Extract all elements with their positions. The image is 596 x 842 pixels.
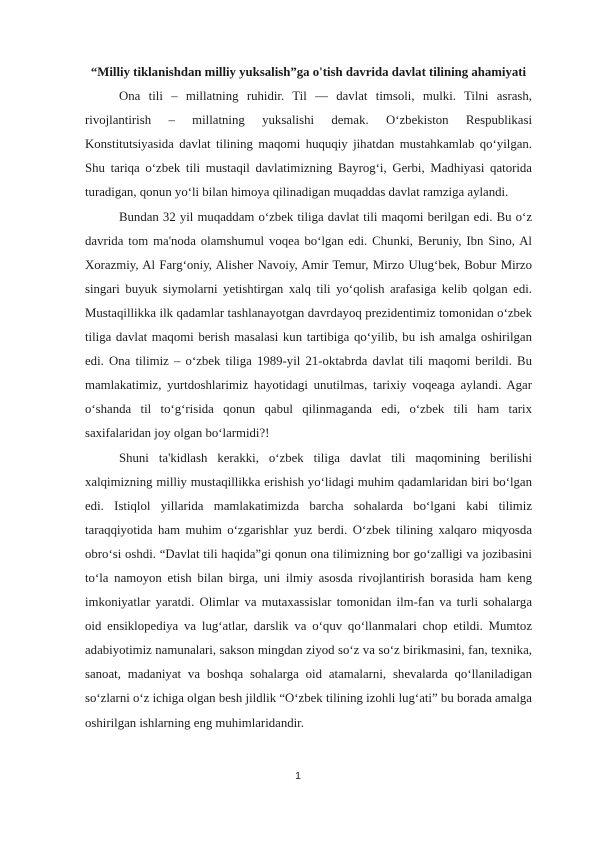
paragraph-2: Bundan 32 yil muqaddam o‘zbek tiliga davlat tili maqomi berilgan edi. Bu o‘z davrida tom ma'noda olamshumul voqea bo‘lgan edi. Chunki, Beruniy, Ibn Sino, Al Xorazmiy, Al Farg‘oniy, Alisher Navoiy, Amir Temur, Mirzo Ulug‘bek, Bobur Mirzo singari buyuk siymolarni yetishtirgan xalq tili yo‘qolish arafasiga kelib qolgan edi. Mustaqillikka ilk qadamlar tashlanayotgan davrdayoq prezidentimiz tomonidan o‘zbek tiliga davlat maqomi berish masalasi kun tartibiga qo‘yilib, bu ish amalga oshirilgan edi. Ona tilimiz – o‘zbek tiliga 1989-yil 21-oktabrda davlat tili maqomi berildi. Bu mamlakatimiz, yurtdoshlarimiz hayotidagi unutilmas, tarixiy voqeaga aylandi. Agar o‘shanda til to‘g‘risida qonun qabul qilinmaganda edi, o‘zbek tili ham tarix saxifalaridan joy olgan bo‘larmidi?! <box>85 209 532 441</box>
paragraph-3: Shuni ta'kidlash kerakki, o‘zbek tiliga davlat tili maqomining berilishi xalqimizning milliy mustaqillikka erishish yo‘lidagi muhim qadamlaridan biri bo‘lgan edi. Istiqlol yillarida mamlakatimizda barcha sohalarda bo‘lgani kabi tilimiz taraqqiyotida ham muhim o‘zgarishlar yuz berdi. O‘zbek tilining xalqaro miqyosda obro‘si oshdi. “Davlat tili haqida”gi qonun ona tilimizning bor go‘zalligi va jozibasini to‘la namoyon etish bilan birga, uni ilmiy asosda rivojlantirish borasida ham keng imkoniyatlar yaratdi. Olimlar va mutaxassislar tomonidan ilm-fan va turli sohalarga oid ensiklopediya va lug‘atlar, darslik va o‘quv qo‘llanmalari chop etildi. Mumtoz adabiyotimiz namunalari, sakson mingdan ziyod so‘z va so‘z birikmasini, fan, texnika, sanoat, madaniyat va boshqa sohalarga oid atamalarni, shevalarda qo‘llaniladigan so‘zlarni o‘z ichiga olgan besh jildlik “O‘zbek tilining izohli lug‘ati” bu borada amalga oshirilgan ishlarning eng muhimlaridandir. <box>85 450 532 730</box>
document-body <box>85 60 532 735</box>
page-number: 1 <box>295 770 301 782</box>
paragraph-1: Ona tili – millatning ruhidir. Til — davlat timsoli, mulki. Tilni asrash, rivojlantirish – millatning yuksalishi demak. O‘zbekiston Respublikasi Konstitutsiyasida davlat tilining maqomi huquqiy jihatdan mustahkamlab qo‘yilgan. Shu tariqa o‘zbek tili mustaqil davlatimizning Bayrog‘i, Gerbi, Madhiyasi qatorida turadigan, qonun yo‘li bilan himoya qilinadigan muqaddas davlat ramziga aylandi. <box>85 89 532 200</box>
document-title: “Milliy tiklanishdan milliy yuksalish”ga o'tish davrida davlat tilining ahamiyati <box>90 65 527 79</box>
